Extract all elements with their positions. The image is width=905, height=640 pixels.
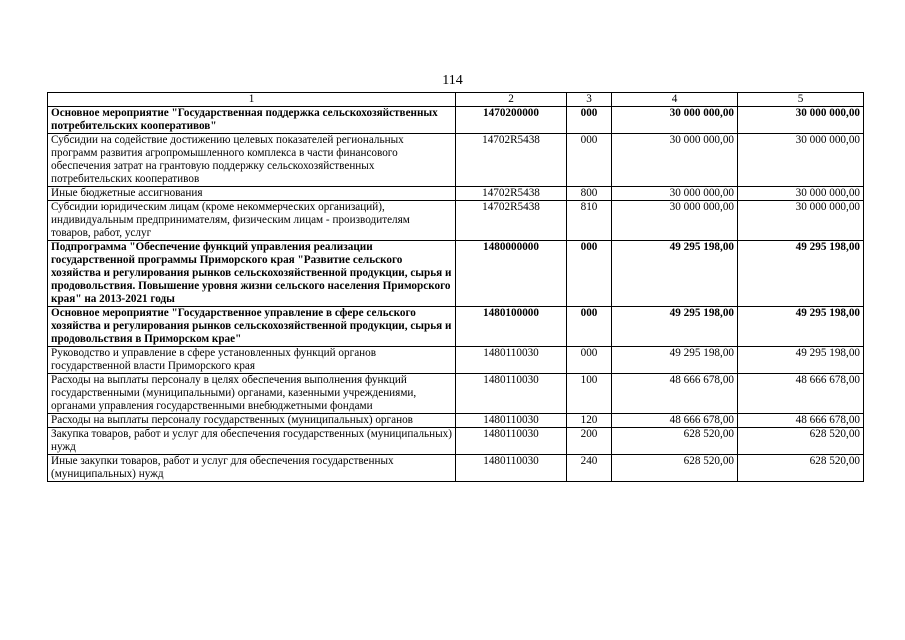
table-row	[48, 134, 864, 187]
row-value-2021-cell: 49 295 198,00	[738, 347, 864, 374]
row-value-2020-cell: 49 295 198,00	[612, 347, 738, 374]
row-type-cell: 000	[567, 307, 612, 347]
column-number-cell: 5	[738, 93, 864, 107]
row-name-cell: Субсидии на содействие достижению целевых показателей региональных программ развития агропромышленного комплекса в части финансового обеспечения затрат на грантовую поддержку сельскохозяйственных потребительских кооперативов	[48, 134, 456, 187]
row-name-cell: Подпрограмма "Обеспечение функций управления реализации государственной программы Приморского края "Развитие сельского хозяйства и регулирования рынков сельскохозяйственной продукции, сырья и продовольствия. Повышение уровня жизни сельского населения Приморского края" на 2013-2021 годы	[48, 241, 456, 307]
row-code-cell: 1480110030	[456, 374, 567, 414]
table-row	[48, 187, 864, 201]
row-value-2021-cell: 49 295 198,00	[738, 241, 864, 307]
row-value-2021-cell: 48 666 678,00	[738, 374, 864, 414]
row-code-cell: 1480100000	[456, 307, 567, 347]
row-type-cell: 000	[567, 347, 612, 374]
table-row	[48, 414, 864, 428]
row-value-2020-cell: 628 520,00	[612, 428, 738, 455]
row-name-cell: Закупка товаров, работ и услуг для обеспечения государственных (муниципальных) нужд	[48, 428, 456, 455]
row-code-cell: 14702R5438	[456, 187, 567, 201]
row-name-cell: Иные закупки товаров, работ и услуг для обеспечения государственных (муниципальных) нужд	[48, 455, 456, 482]
budget-table	[47, 92, 864, 482]
row-value-2020-cell: 49 295 198,00	[612, 307, 738, 347]
row-code-cell: 1480000000	[456, 241, 567, 307]
row-value-2021-cell: 628 520,00	[738, 428, 864, 455]
table-row	[48, 201, 864, 241]
row-name-cell: Основное мероприятие "Государственная поддержка сельскохозяйственных потребительских кооперативов"	[48, 107, 456, 134]
table-row	[48, 374, 864, 414]
row-code-cell: 14702R5438	[456, 134, 567, 187]
row-code-cell: 1480110030	[456, 414, 567, 428]
row-value-2020-cell: 628 520,00	[612, 455, 738, 482]
row-value-2021-cell: 49 295 198,00	[738, 307, 864, 347]
row-code-cell: 1480110030	[456, 455, 567, 482]
row-value-2020-cell: 48 666 678,00	[612, 414, 738, 428]
row-value-2021-cell: 48 666 678,00	[738, 414, 864, 428]
row-name-cell: Расходы на выплаты персоналу в целях обеспечения выполнения функций государственными (муниципальными) органами, казенными учреждениями, органами управления государственными внебюджетными фондами	[48, 374, 456, 414]
row-value-2020-cell: 30 000 000,00	[612, 134, 738, 187]
table-row	[48, 307, 864, 347]
table-row	[48, 107, 864, 134]
row-code-cell: 1480110030	[456, 347, 567, 374]
row-name-cell: Субсидии юридическим лицам (кроме некоммерческих организаций), индивидуальным предпринимателям, физическим лицам - производителям товаров, работ, услуг	[48, 201, 456, 241]
row-value-2021-cell: 30 000 000,00	[738, 107, 864, 134]
table-row	[48, 455, 864, 482]
row-name-cell: Основное мероприятие "Государственное управление в сфере сельского хозяйства и регулирования рынков сельскохозяйственной продукции, сырья и продовольствия в Приморском крае"	[48, 307, 456, 347]
row-value-2021-cell: 628 520,00	[738, 455, 864, 482]
row-type-cell: 800	[567, 187, 612, 201]
row-value-2021-cell: 30 000 000,00	[738, 201, 864, 241]
table-row	[48, 347, 864, 374]
row-type-cell: 000	[567, 134, 612, 187]
row-value-2021-cell: 30 000 000,00	[738, 134, 864, 187]
row-value-2021-cell: 30 000 000,00	[738, 187, 864, 201]
row-code-cell: 14702R5438	[456, 201, 567, 241]
row-code-cell: 1470200000	[456, 107, 567, 134]
column-number-row	[48, 93, 864, 107]
column-number-cell: 1	[48, 93, 456, 107]
row-type-cell: 000	[567, 107, 612, 134]
row-value-2020-cell: 49 295 198,00	[612, 241, 738, 307]
row-value-2020-cell: 48 666 678,00	[612, 374, 738, 414]
row-code-cell: 1480110030	[456, 428, 567, 455]
column-number-cell: 4	[612, 93, 738, 107]
row-type-cell: 000	[567, 241, 612, 307]
row-type-cell: 240	[567, 455, 612, 482]
row-name-cell: Иные бюджетные ассигнования	[48, 187, 456, 201]
row-type-cell: 120	[567, 414, 612, 428]
column-number-cell: 2	[456, 93, 567, 107]
table-row	[48, 241, 864, 307]
row-value-2020-cell: 30 000 000,00	[612, 187, 738, 201]
row-type-cell: 810	[567, 201, 612, 241]
row-type-cell: 100	[567, 374, 612, 414]
row-name-cell: Расходы на выплаты персоналу государственных (муниципальных) органов	[48, 414, 456, 428]
row-name-cell: Руководство и управление в сфере установленных функций органов государственной власти Приморского края	[48, 347, 456, 374]
row-value-2020-cell: 30 000 000,00	[612, 201, 738, 241]
column-number-cell: 3	[567, 93, 612, 107]
row-type-cell: 200	[567, 428, 612, 455]
row-value-2020-cell: 30 000 000,00	[612, 107, 738, 134]
page-number: 114	[442, 73, 463, 88]
table-row	[48, 428, 864, 455]
